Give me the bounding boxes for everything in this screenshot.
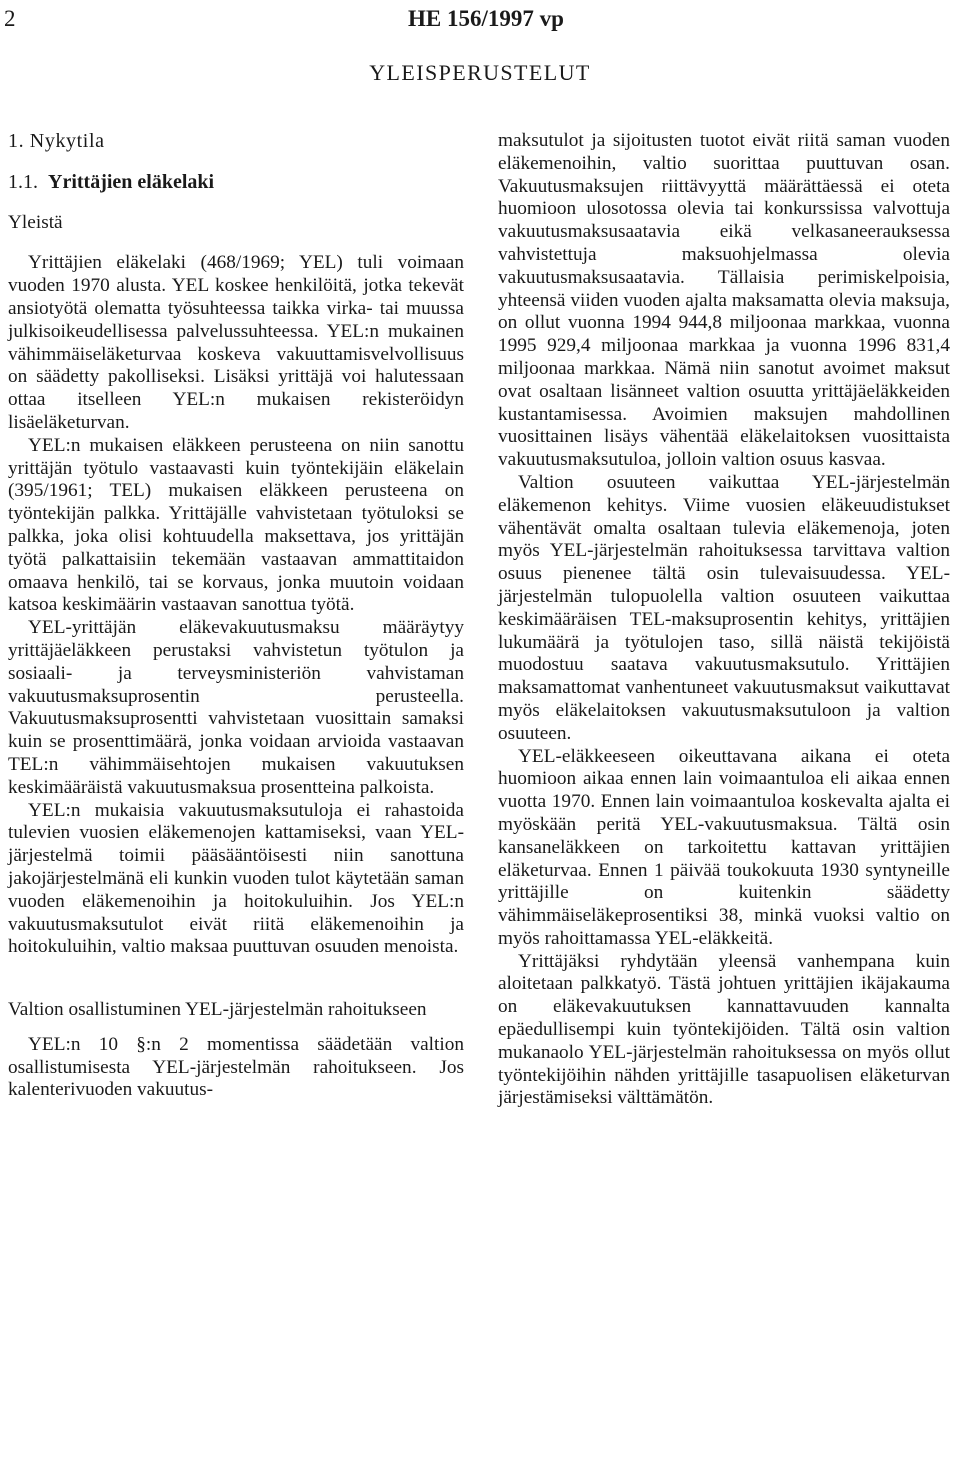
- paragraph: YEL-eläkkeeseen oikeuttavana aikana ei oteta huomioon aikaa ennen lain voimaantuloa eli aikaa ennen vuotta 1970. Ennen lain voimaantuloa koskevalta ajalta ei myöskään peritä YEL-vakuutusmaksua. Tältä osin kansaneläkkeen on tarkoitettu kattavan yrittäjien eläketurvaa. Ennen 1 päivää toukokuuta 1930 syntyneille yrittäjille on kuitenkin säädetty vähimmäiseläkeprosentiksi 38, minkä vuoksi valtio on myös rahoittamassa YEL-eläkkeitä.: [498, 745, 950, 949]
- heading-text: Yrittäjien eläkelaki: [48, 170, 215, 193]
- subheading-valtion-osallistuminen: Valtion osallistuminen YEL-järjestelmän rahoitukseen: [8, 999, 427, 1021]
- page-number: 2: [4, 6, 16, 31]
- heading-yleista: Yleistä: [8, 211, 63, 233]
- heading-yrittajien-elakelaki: [8, 171, 464, 194]
- paragraph: YEL:n mukaisen eläkkeen perusteena on niin sanottu yrittäjän työtulo vastaavasti kuin työntekijäin eläkelain (395/1961; TEL) mukaisen eläkkeen perusteena on työntekijän palkka. Yrittäjälle vahvistetaan työtuloksi se palkka, joka olisi kohtuudella maksettava, jos yrittäjän työtä palkattaisiin tekemään vastaavan ammattitaidon omaava henkilö, tai se korvaus, jonka muutoin voidaan katsoa keskimäärin vastaavan sanottua työtä.: [8, 434, 464, 616]
- paragraph: Yrittäjien eläkelaki (468/1969; YEL) tuli voimaan vuoden 1970 alusta. YEL koskee henkilöitä, jotka tekevät ansiotyötä olematta työsuhteessa taikka virka- tai muussa julkisoikeudellisessa palvelussuhteessa. YEL:n mukainen vähimmäiseläketurvaa koskeva vakuuttamisvelvollisuus on säädetty pakolliseksi. Lisäksi yrittäjä voi halutessaan ottaa itselleen YEL:n mukaisen rekisteröidyn lisäeläketurvan.: [8, 252, 464, 433]
- paragraph: Yrittäjäksi ryhdytään yleensä vanhempana kuin aloitetaan palkkatyö. Tästä johtuen yrittäjien ikäjakauma on eläkevakuutuksen kannattavuuden kannalta epäedullisempi kuin työntekijöiden. Tältä osin valtion mukanaolo YEL-järjestelmän rahoituksessa on myös ollut työntekijöihin nähden yrittäjille tasapuolisen eläketurvan järjestämiseksi välttämätön.: [498, 950, 950, 1109]
- document-title: HE 156/1997 vp: [408, 6, 564, 31]
- heading-number: 1.1.: [8, 170, 38, 193]
- paragraph: YEL-yrittäjän eläkevakuutusmaksu määräytyy yrittäjäeläkkeen perustaksi vahvistetun työtulon ja sosiaali- ja terveysministeriön vahvistaman vakuutusmaksuprosentin perusteella. Vakuutusmaksuprosentti vahvistetaan vuosittain samaksi kuin se prosenttimäärä, jonka voidaan arvioida vastaavan TEL:n vähimmäisehtojen mukaisen vakuutuksen keskimääräistä vakuutusmaksua prosentteina palkoista.: [8, 617, 464, 798]
- paragraph-continuation: maksutulot ja sijoitusten tuotot eivät riitä saman vuoden eläkemenoihin, valtio suorittaa puuttuvan osan. Vakuutusmaksujen riittävyyttä määrättäessä ei oteta huomioon ulosotossa olevia tai konkurssissa valvottuja vakuutusmaksusaatavia eikä velkasaneerauksessa vahvistettuja maksuohjelmassa olevia vakuutusmaksusaatavia. Tällaisia perimiskelpoisia, yhteensä viiden vuoden ajalta maksamatta olevia maksuja, on ollut vuonna 1994 944,8 miljoonaa markkaa, vuonna 1995 929,4 miljoonaa markkaa ja vuonna 1996 831,4 miljoonaa markkaa. Nämä niin sanotut avoimet maksut ovat osaltaan lisänneet valtion osuutta yrittäjäeläkkeiden kustantamisessa. Avoimien maksujen mahdollinen vuosittainen lisäys vähentää eläkelaitoksen vuosittaista vakuutusmaksutuloa, jolloin valtion osuus kasvaa.: [498, 130, 950, 471]
- right-column: [498, 130, 950, 1110]
- paragraph: YEL:n mukaisia vakuutusmaksutuloja ei rahastoida tulevien vuosien eläkemenojen kattamiseksi, vaan YEL-järjestelmä toimii pääsääntöisesti niin sanottuna jakojärjestelmänä eli kunkin vuoden tulot käytetään saman vuoden eläkemenoihin ja hoitokuluihin. Jos YEL:n vakuutusmaksutulot eivät riitä eläkemenoihin ja hoitokuluihin, valtio maksaa puuttuvan osuuden menoista.: [8, 799, 464, 958]
- section-title: YLEISPERUSTELUT: [369, 60, 591, 85]
- paragraph: YEL:n 10 §:n 2 momentissa säädetään valtion osallistumisesta YEL-järjestelmän rahoitukseen. Jos kalenterivuoden vakuutus-: [8, 1033, 464, 1101]
- heading-nykytila: 1. Nykytila: [8, 130, 105, 152]
- left-column: [8, 130, 464, 1102]
- paragraph: Valtion osuuteen vaikuttaa YEL-järjestelmän eläkemenon kehitys. Viime vuosien eläkeuudistukset vähentävät omalta osaltaan tulevia eläkemenoja, joten myös YEL-järjestelmän rahoituksessa tarvittava valtion osuus pienenee tältä osin tulevaisuudessa. YEL-järjestelmän tulopuolella valtion osuuteen vaikuttaa keskimääräisen TEL-maksuprosentin kehitys, yrittäjien lukumäärä ja työtulojen taso, sillä näistä tekijöistä muodostuu saatava vakuutusmaksutulo. Yrittäjien maksamattomat vanhentuneet vakuutusmaksut vaikuttavat myös eläkelaitoksen vakuutusmaksutuloon ja valtion osuuteen.: [498, 471, 950, 744]
